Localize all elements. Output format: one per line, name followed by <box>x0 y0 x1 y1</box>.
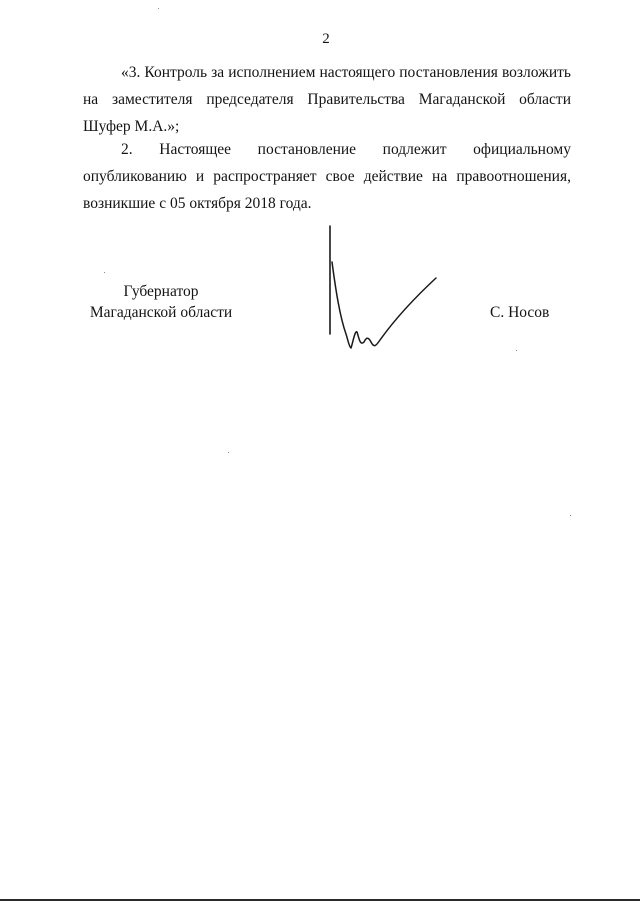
signer-title-line-2: Магаданской области <box>89 304 233 321</box>
scan-speck <box>104 272 105 273</box>
page-number: 2 <box>322 31 330 47</box>
scan-speck <box>158 8 159 9</box>
signer-title <box>86 281 236 323</box>
signer-name: С. Носов <box>490 304 550 321</box>
paragraph-line: опубликованию и распространяет свое действие на правоотношения, <box>83 168 571 185</box>
scan-speck <box>570 515 571 516</box>
scan-speck <box>228 452 229 453</box>
paragraph-line: на заместителя председателя Правительства Магаданской области <box>83 91 571 108</box>
paragraph-line: «3. Контроль за исполнением настоящего постановления возложить <box>121 64 571 81</box>
page-bottom-rule <box>0 899 640 901</box>
signer-title-line-1: Губернатор <box>123 283 199 300</box>
paragraph-line: Шуфер М.А.»; <box>83 118 180 135</box>
paragraph-line: 2. Настоящее постановление подлежит официальному <box>121 141 571 158</box>
paragraph-publication-clause <box>83 136 571 217</box>
paragraph-line: возникшие с 05 октября 2018 года. <box>83 195 312 212</box>
paragraph-control-clause <box>83 59 571 140</box>
scan-speck <box>516 350 517 351</box>
handwritten-signature <box>318 222 448 362</box>
